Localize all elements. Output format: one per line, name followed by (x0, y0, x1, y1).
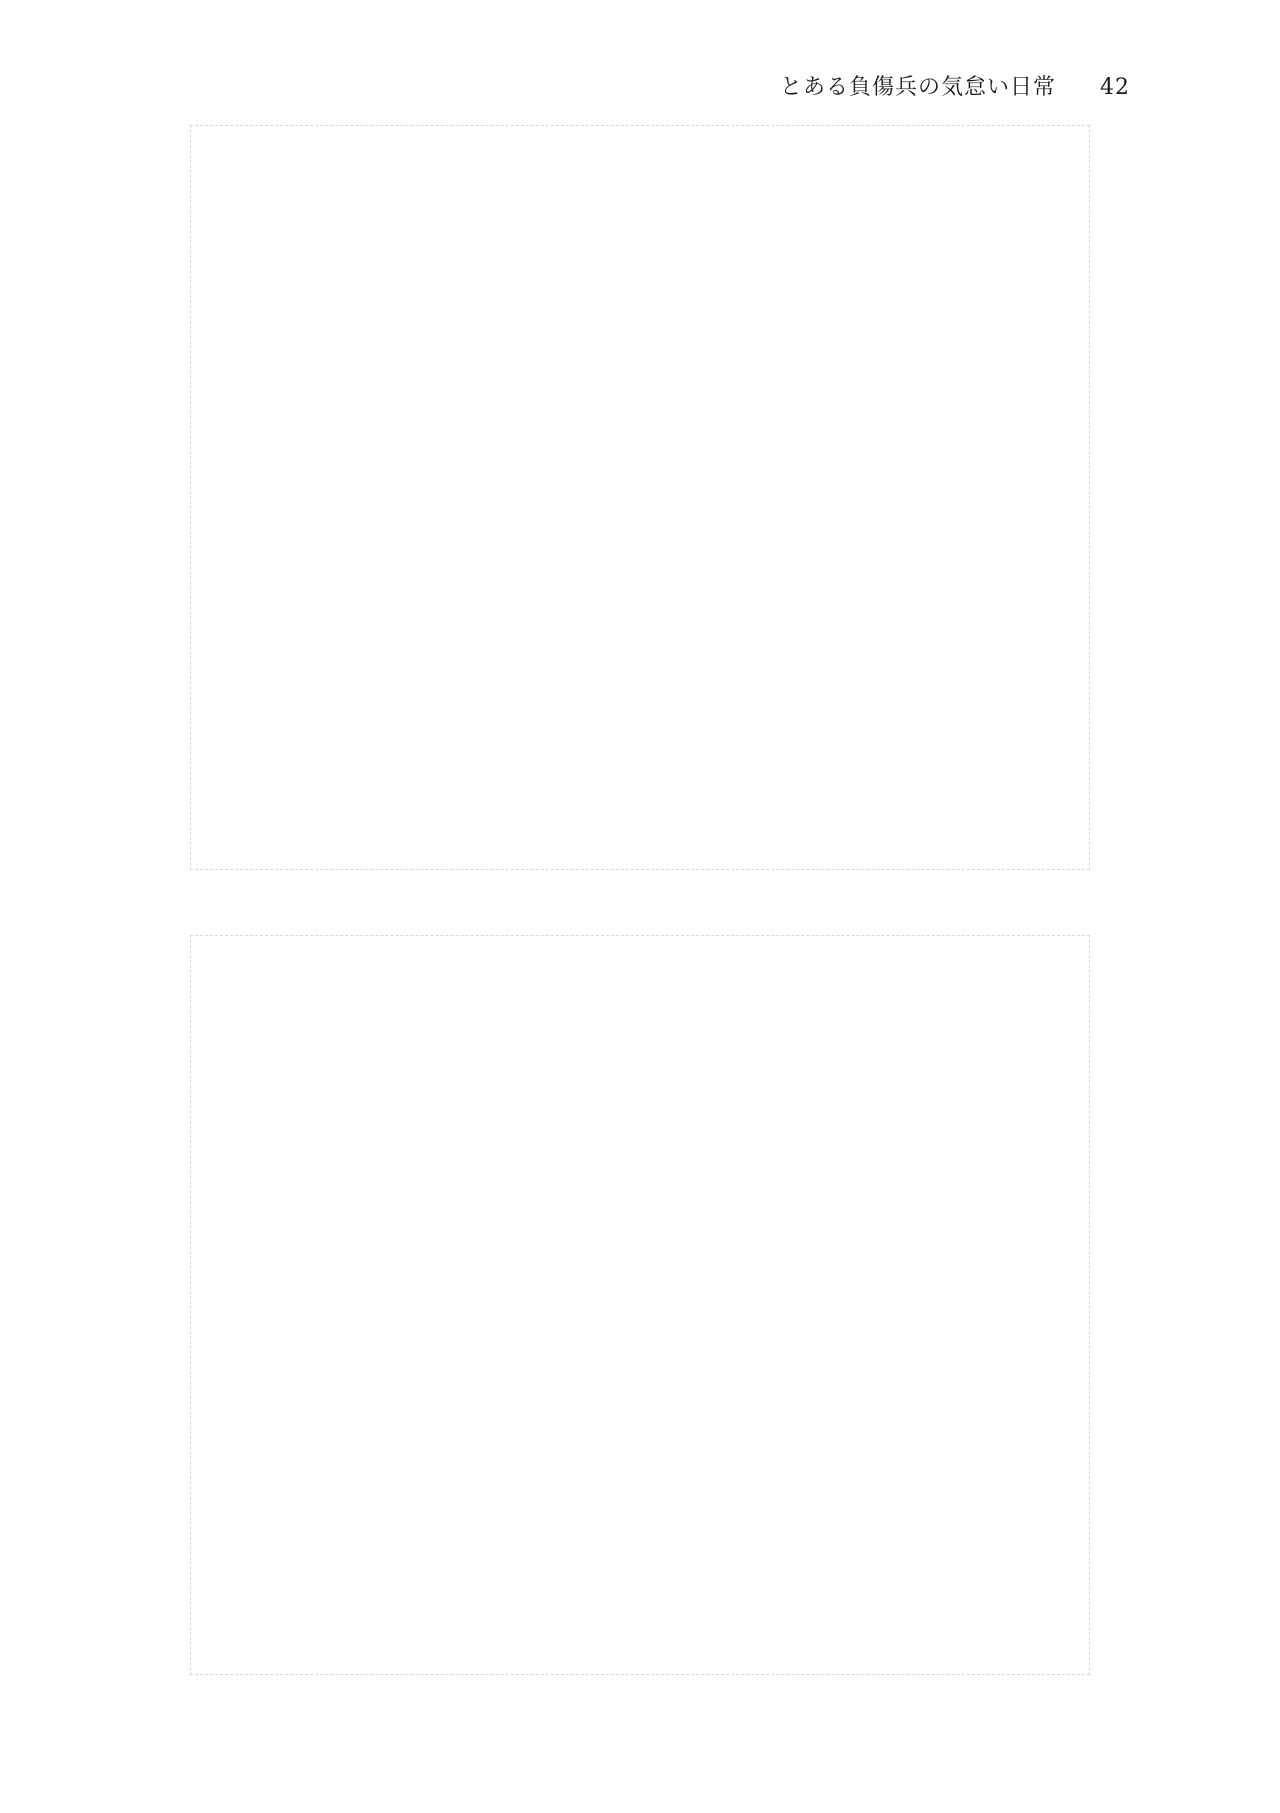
running-header (780, 70, 1130, 101)
body-text-upper-block (190, 125, 1090, 870)
page-number: 42 (1100, 75, 1130, 100)
body-text-lower-block (190, 935, 1090, 1675)
book-title: とある負傷兵の気怠い日常 (779, 75, 1056, 100)
